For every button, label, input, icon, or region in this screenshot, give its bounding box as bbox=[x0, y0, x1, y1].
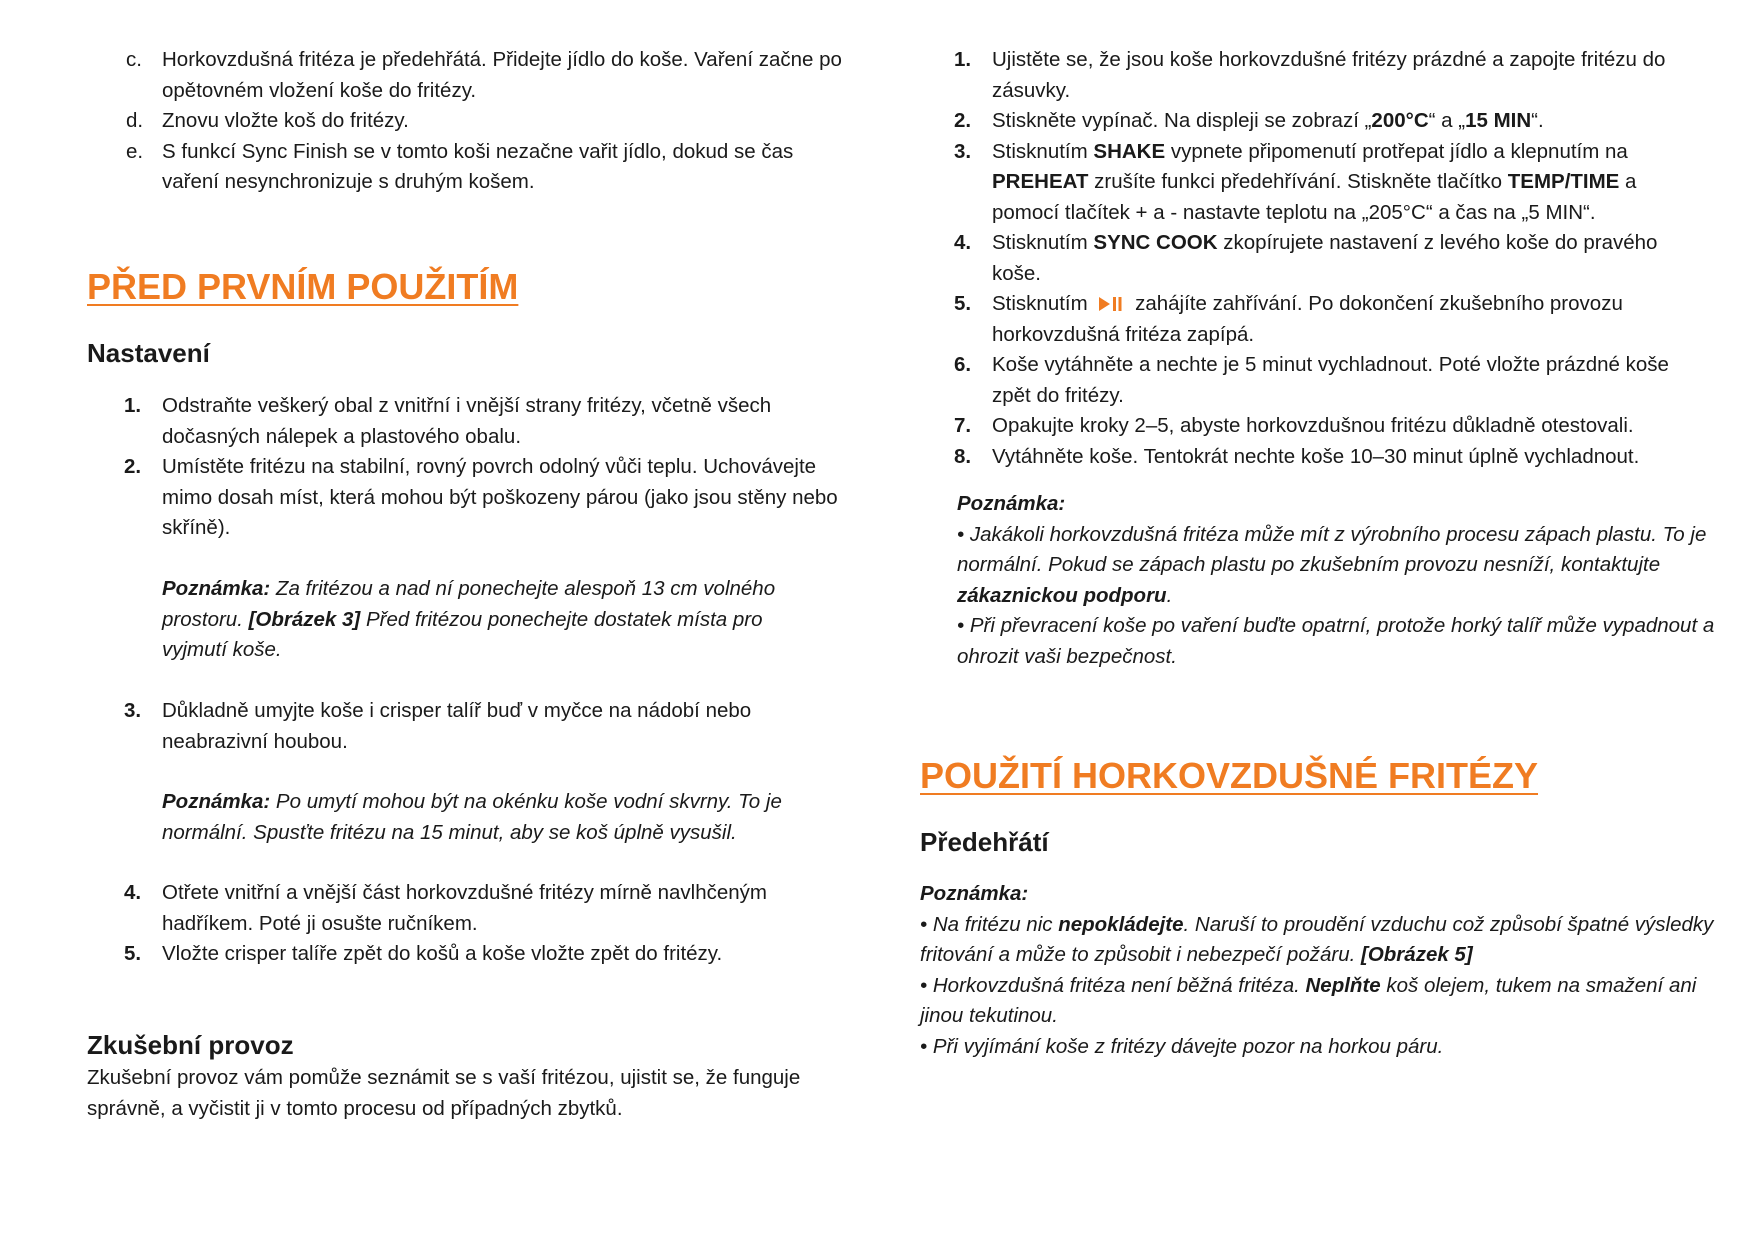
list-marker: e. bbox=[126, 139, 144, 163]
setup-heading: Nastavení bbox=[87, 338, 210, 368]
list-item bbox=[917, 442, 1707, 473]
list-item bbox=[87, 939, 857, 970]
list-number: 6. bbox=[954, 353, 972, 376]
button-name: SHAKE bbox=[1093, 139, 1166, 163]
list-item bbox=[917, 106, 1707, 137]
list-item bbox=[917, 411, 1707, 442]
button-name: PREHEAT bbox=[992, 170, 1089, 193]
list-text: Důkladně umyjte koše i crisper talíř buď v myčce na nádobí nebo neabrazivní houbou. bbox=[162, 699, 752, 753]
play-pause-icon bbox=[1097, 295, 1123, 313]
list-item bbox=[87, 45, 847, 106]
button-name: SYNC COOK bbox=[1093, 231, 1218, 254]
list-text: Stisknutím bbox=[992, 292, 1094, 315]
note-water-spots bbox=[162, 787, 812, 848]
trial-run-intro: Zkušební provoz vám pomůže seznámit se s vaší fritézou, ujistit se, že funguje správně, a vyčistit ji v tomto procesu od případných zbytků. bbox=[87, 1066, 801, 1120]
list-text: zahájíte zahřívání. Po dokončení zkušebního provozu horkovzdušná fritéza zapípá. bbox=[992, 292, 1623, 346]
list-item bbox=[87, 452, 857, 544]
list-text: Ujistěte se, že jsou koše horkovzdušné fritézy prázdné a zapojte fritézu do zásuvky. bbox=[992, 48, 1666, 102]
list-number: 3. bbox=[124, 699, 142, 722]
figure-reference: [Obrázek 5] bbox=[1361, 943, 1473, 966]
setup-steps-list bbox=[87, 391, 857, 544]
note-text: • Na fritézu nic bbox=[920, 912, 1059, 936]
list-number: 8. bbox=[954, 444, 972, 468]
preheat-heading: Předehřátí bbox=[920, 827, 1049, 857]
list-text: vypnete připomenutí protřepat jídlo a klepnutím na bbox=[1165, 139, 1628, 163]
list-item bbox=[917, 45, 1707, 106]
list-item bbox=[917, 289, 1707, 350]
display-value: 200°C bbox=[1371, 109, 1429, 132]
list-number: 4. bbox=[954, 231, 972, 254]
note-emphasis: nepokládejte bbox=[1058, 912, 1184, 936]
preheat-note bbox=[920, 879, 1720, 1062]
list-number: 2. bbox=[954, 109, 972, 132]
list-text: Vytáhněte koše. Tentokrát nechte koše 10–30 minut úplně vychladnout. bbox=[992, 444, 1640, 468]
list-number: 4. bbox=[124, 881, 142, 904]
list-item bbox=[87, 137, 847, 198]
display-value: 15 MIN bbox=[1465, 109, 1532, 132]
section-title-before-first-use: PŘED PRVNÍM POUŽITÍM bbox=[87, 266, 519, 307]
list-item bbox=[87, 106, 847, 137]
list-number: 3. bbox=[954, 139, 972, 163]
note-label: Poznámka: bbox=[162, 577, 271, 600]
figure-reference: [Obrázek 3] bbox=[248, 607, 361, 631]
list-text: Koše vytáhněte a nechte je 5 minut vychladnout. Poté vložte prázdné koše zpět do fritézy. bbox=[992, 353, 1669, 407]
setup-steps-list-cont bbox=[87, 696, 857, 757]
section-title-using-air-fryer: POUŽITÍ HORKOVZDUŠNÉ FRITÉZY bbox=[920, 755, 1539, 796]
list-marker: c. bbox=[126, 48, 142, 71]
note-label: Poznámka: bbox=[957, 492, 1066, 515]
note-text: koš olejem, tukem na smažení ani jinou tekutinou. bbox=[920, 973, 1697, 1027]
note-emphasis: Neplňte bbox=[1305, 973, 1381, 997]
support-link-text: zákaznickou podporu bbox=[957, 583, 1167, 607]
continued-steps-list bbox=[87, 45, 847, 198]
note-text: Po umytí mohou být na okénku koše vodní skvrny. To je normální. Spusťte fritézu na 15 minut, aby se koš úplně vysušil. bbox=[162, 790, 782, 844]
trial-run-steps-list bbox=[917, 45, 1707, 472]
list-marker: d. bbox=[126, 109, 144, 132]
list-number: 1. bbox=[124, 394, 142, 417]
list-text: Znovu vložte koš do fritézy. bbox=[162, 109, 409, 132]
setup-steps-list-end bbox=[87, 878, 857, 970]
note-text: . Naruší to proudění vzduchu což způsobí špatné výsledky fritování a může to způsobit i nebezpečí požáru. bbox=[920, 912, 1714, 966]
note-text: • Při převracení koše po vaření buďte opatrní, protože horký talíř může vypadnout a ohrozit vaši bezpečnost. bbox=[957, 614, 1715, 668]
list-text: a pomocí tlačítek + a - nastavte teplotu na „205°C“ a čas na „5 MIN“. bbox=[992, 170, 1637, 224]
list-text: Vložte crisper talíře zpět do košů a koše vložte zpět do fritézy. bbox=[162, 942, 723, 965]
list-item bbox=[87, 878, 857, 939]
list-text: Umístěte fritézu na stabilní, rovný povrch odolný vůči teplu. Uchovávejte mimo dosah míst, která mohou být poškozeny párou (jako jsou stěny nebo skříně). bbox=[162, 455, 838, 539]
list-item bbox=[87, 696, 857, 757]
note-clearance bbox=[162, 574, 802, 666]
list-item bbox=[917, 228, 1707, 289]
list-text: Stisknutím bbox=[992, 231, 1094, 254]
list-text: zkopírujete nastavení z levého koše do pravého koše. bbox=[992, 231, 1658, 285]
note-text: . bbox=[1166, 583, 1173, 607]
list-number: 7. bbox=[954, 414, 972, 437]
list-text: zrušíte funkci předehřívání. Stiskněte tlačítko bbox=[1088, 170, 1508, 193]
list-text: Stisknutím bbox=[992, 139, 1094, 163]
note-text: Před fritézou ponechejte dostatek místa pro vyjmutí koše. bbox=[162, 607, 763, 661]
list-number: 2. bbox=[124, 455, 142, 478]
list-item bbox=[917, 350, 1707, 411]
note-label: Poznámka: bbox=[162, 790, 271, 813]
list-item bbox=[917, 137, 1707, 229]
note-label: Poznámka: bbox=[920, 882, 1029, 905]
list-text: Horkovzdušná fritéza je předehřátá. Přidejte jídlo do koše. Vaření začne po opětovném vložení koše do fritézy. bbox=[162, 48, 842, 102]
list-number: 5. bbox=[124, 942, 142, 965]
list-text: Odstraňte veškerý obal z vnitřní i vnější strany fritézy, včetně všech dočasných nálepek a plastového obalu. bbox=[162, 394, 772, 448]
list-text: Otřete vnitřní a vnější část horkovzdušné fritézy mírně navlhčeným hadříkem. Poté ji osušte ručníkem. bbox=[162, 881, 768, 935]
trial-run-heading: Zkušební provoz bbox=[87, 1030, 294, 1060]
list-text: Stiskněte vypínač. Na displeji se zobrazí „ bbox=[992, 109, 1372, 132]
trial-run-note bbox=[957, 489, 1717, 672]
list-number: 5. bbox=[954, 292, 972, 315]
list-text: “. bbox=[1531, 109, 1544, 132]
list-text: Opakujte kroky 2–5, abyste horkovzdušnou fritézu důkladně otestovali. bbox=[992, 414, 1634, 437]
list-number: 1. bbox=[954, 48, 972, 71]
list-item bbox=[87, 391, 857, 452]
note-text: • Horkovzdušná fritéza není běžná fritéza. bbox=[920, 973, 1306, 997]
list-text: S funkcí Sync Finish se v tomto koši nezačne vařit jídlo, dokud se čas vaření nesynchronizuje s druhým košem. bbox=[162, 139, 794, 193]
note-text: Za fritézou a nad ní ponechejte alespoň 13 cm volného prostoru. bbox=[162, 577, 776, 631]
note-text: • Při vyjímání koše z fritézy dávejte pozor na horkou páru. bbox=[920, 1034, 1444, 1058]
button-name: TEMP/TIME bbox=[1507, 170, 1620, 193]
note-text: • Jakákoli horkovzdušná fritéza může mít z výrobního procesu zápach plastu. To je normální. Pokud se zápach plastu po zkušebním provozu nesníží, kontaktujte bbox=[957, 522, 1707, 576]
list-text: “ a „ bbox=[1428, 109, 1466, 132]
